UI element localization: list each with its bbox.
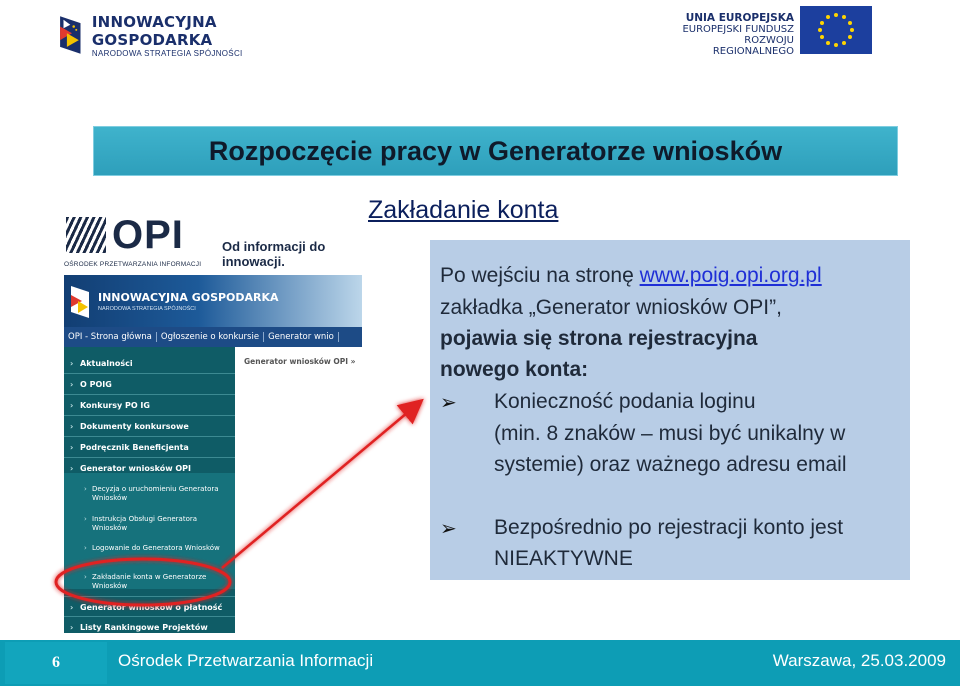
banner-subtitle: NARODOWA STRATEGIA SPÓJNOŚCI <box>98 306 196 312</box>
ig-flag-icon <box>68 285 92 319</box>
eu-line3: ROZWOJU REGIONALNEGO <box>712 35 794 57</box>
opi-org-name: OŚRODEK PRZETWARZANIA INFORMACJI <box>64 261 202 268</box>
opi-logo <box>64 215 362 273</box>
eu-line2: EUROPEJSKI FUNDUSZ <box>682 24 794 35</box>
bullet1-line3: systemie) oraz ważnego adresu email <box>494 453 847 476</box>
info-box <box>430 240 910 580</box>
website-banner <box>64 275 362 327</box>
sidebar-item-generator[interactable]: › Generator wniosków OPI <box>64 458 235 479</box>
page-number-box <box>5 642 107 684</box>
slide-title-band <box>93 126 898 176</box>
footer-organization: Ośrodek Przetwarzania Informacji <box>118 651 374 670</box>
bullet1-line2: (min. 8 znaków – musi być unikalny w <box>494 422 846 445</box>
bullet2-line2: NIEAKTYWNE <box>494 547 633 570</box>
nav-item-home[interactable]: OPI - Strona główna <box>64 332 157 342</box>
submenu-item-decision[interactable]: › Decyzja o uruchomieniu Generatora Wniosków <box>64 485 235 503</box>
eu-flag-icon <box>800 6 872 54</box>
sidebar-item-news[interactable]: › Aktualności <box>64 353 235 374</box>
submenu-item-login[interactable]: › Logowanie do Generatora Wniosków <box>64 544 235 553</box>
innowacyjna-gospodarka-logo <box>55 10 305 60</box>
info-line-tab: zakładka „Generator wniosków OPI”, <box>440 296 782 319</box>
website-screenshot <box>64 215 362 633</box>
sidebar-item-payment-generator[interactable]: › Generator wniosków o płatność <box>64 596 235 617</box>
info-line-registration: pojawia się strona rejestracyjna <box>440 327 758 350</box>
nav-item-generator[interactable]: Generator wnio <box>264 332 339 342</box>
poig-link[interactable]: www.poig.opi.org.pl <box>639 264 822 287</box>
eu-logo-text <box>672 12 794 57</box>
ig-logo-subtitle: NARODOWA STRATEGIA SPÓJNOŚCI <box>91 48 243 58</box>
sidebar-item-ranking-lists[interactable]: › Listy Rankingowe Projektów <box>64 617 235 633</box>
eu-line1: UNIA EUROPEJSKA <box>685 12 794 24</box>
opi-mark-icon <box>66 217 106 253</box>
banner-title: INNOWACYJNA GOSPODARKA <box>98 291 279 304</box>
submenu-item-manual[interactable]: › Instrukcja Obsługi Generatora Wniosków <box>64 515 235 533</box>
page-number: 6 <box>52 654 60 671</box>
bullet-arrow-icon: ➢ <box>440 392 457 414</box>
sidebar-item-handbook[interactable]: › Podręcznik Beneficjenta <box>64 437 235 458</box>
info-line-new-account: nowego konta: <box>440 358 589 381</box>
bullet-arrow-icon: ➢ <box>440 518 457 540</box>
website-top-nav <box>64 327 362 347</box>
generator-breadcrumb-link[interactable]: Generator wniosków OPI » <box>244 357 356 366</box>
sidebar-item-documents[interactable]: › Dokumenty konkursowe <box>64 416 235 437</box>
submenu-item-create-account[interactable]: › Zakładanie konta w Generatorze Wniosków <box>64 573 235 591</box>
footer-date: Warszawa, 25.03.2009 <box>772 651 946 670</box>
ig-flag-icon <box>55 11 84 59</box>
slide-subtitle: Zakładanie konta <box>368 196 559 224</box>
bullet2-line1: Bezpośrednio po rejestracji konto jest <box>494 516 844 539</box>
nav-item-announcement[interactable]: Ogłoszenie o konkursie <box>157 332 264 342</box>
website-sidebar <box>64 347 235 633</box>
info-intro-text: Po wejściu na stronę <box>440 264 640 287</box>
sidebar-item-poig[interactable]: › O POIG <box>64 374 235 395</box>
slide-title: Rozpoczęcie pracy w Generatorze wniosków <box>208 135 783 166</box>
opi-tagline: Od informacji do innowacji. <box>222 239 326 269</box>
opi-logo-word: OPI <box>112 215 184 257</box>
ig-logo-title: INNOWACYJNA GOSPODARKA <box>91 12 217 49</box>
bullet1-line1: Konieczność podania loginu <box>494 390 756 413</box>
info-intro <box>440 264 822 288</box>
sidebar-item-competitions[interactable]: › Konkursy PO IG <box>64 395 235 416</box>
